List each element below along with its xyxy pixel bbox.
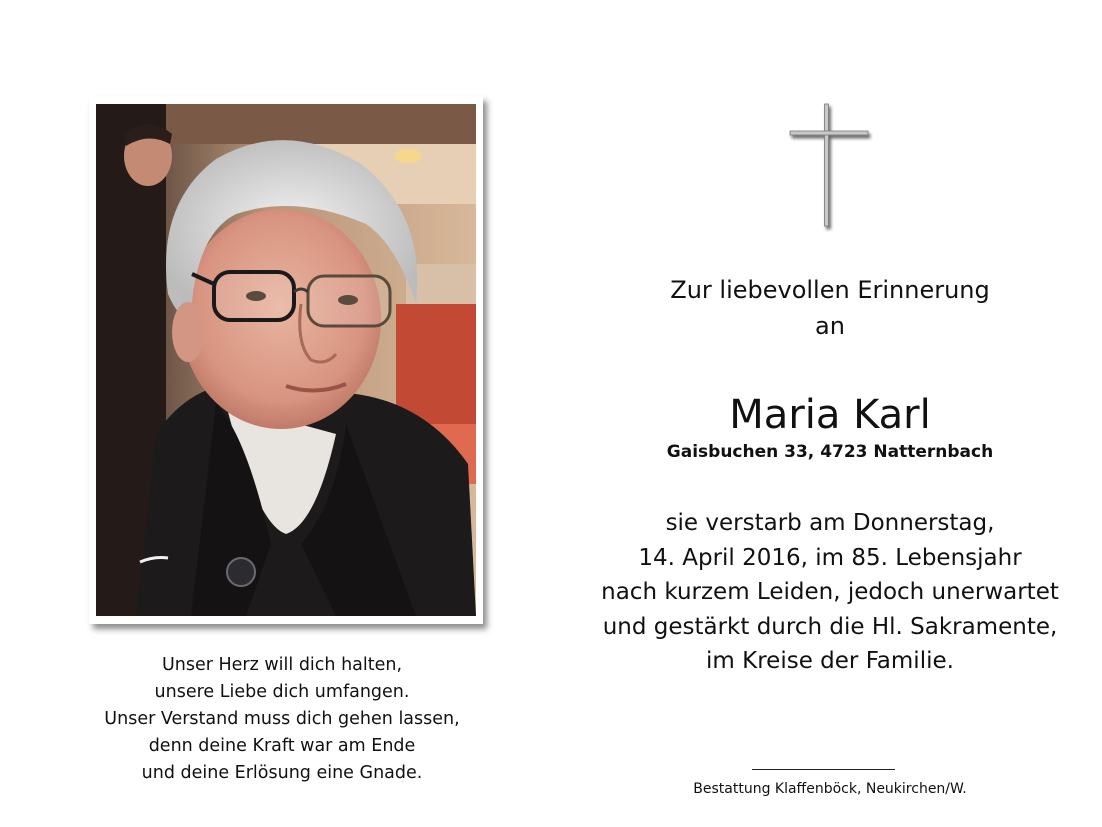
- deceased-name: Maria Karl: [729, 392, 931, 438]
- portrait-frame: [89, 96, 483, 624]
- poem: [80, 652, 484, 787]
- message-line: nach kurzem Leiden, jedoch unerwartet: [601, 579, 1059, 605]
- poem-line: und deine Erlösung eine Gnade.: [141, 763, 423, 783]
- undertaker-credit: Bestattung Klaffenböck, Neukirchen/W.: [693, 781, 967, 797]
- poem-line: denn deine Kraft war am Ende: [148, 736, 416, 756]
- remembrance-intro: [560, 272, 1100, 344]
- death-notice-text: [560, 506, 1100, 679]
- message-line: sie verstarb am Donnerstag,: [665, 510, 995, 536]
- signature-divider: [752, 769, 895, 770]
- message-line: 14. April 2016, im 85. Lebensjahr: [638, 544, 1022, 571]
- message-line: im Kreise der Familie.: [706, 648, 954, 674]
- poem-line: unsere Liebe dich umfangen.: [154, 682, 410, 702]
- message-line: und gestärkt durch die Hl. Sakramente,: [602, 613, 1058, 640]
- poem-line: Unser Verstand muss dich gehen lassen,: [104, 709, 460, 729]
- poem-line: Unser Herz will dich halten,: [161, 655, 403, 675]
- intro-line-2: an: [815, 312, 845, 340]
- intro-line-1: Zur liebevollen Erinnerung: [670, 276, 990, 304]
- cross-icon: [786, 100, 876, 234]
- portrait-photo: [96, 104, 476, 616]
- portrait-image: [96, 104, 476, 616]
- deceased-address: Gaisbuchen 33, 4723 Natternbach: [666, 442, 994, 462]
